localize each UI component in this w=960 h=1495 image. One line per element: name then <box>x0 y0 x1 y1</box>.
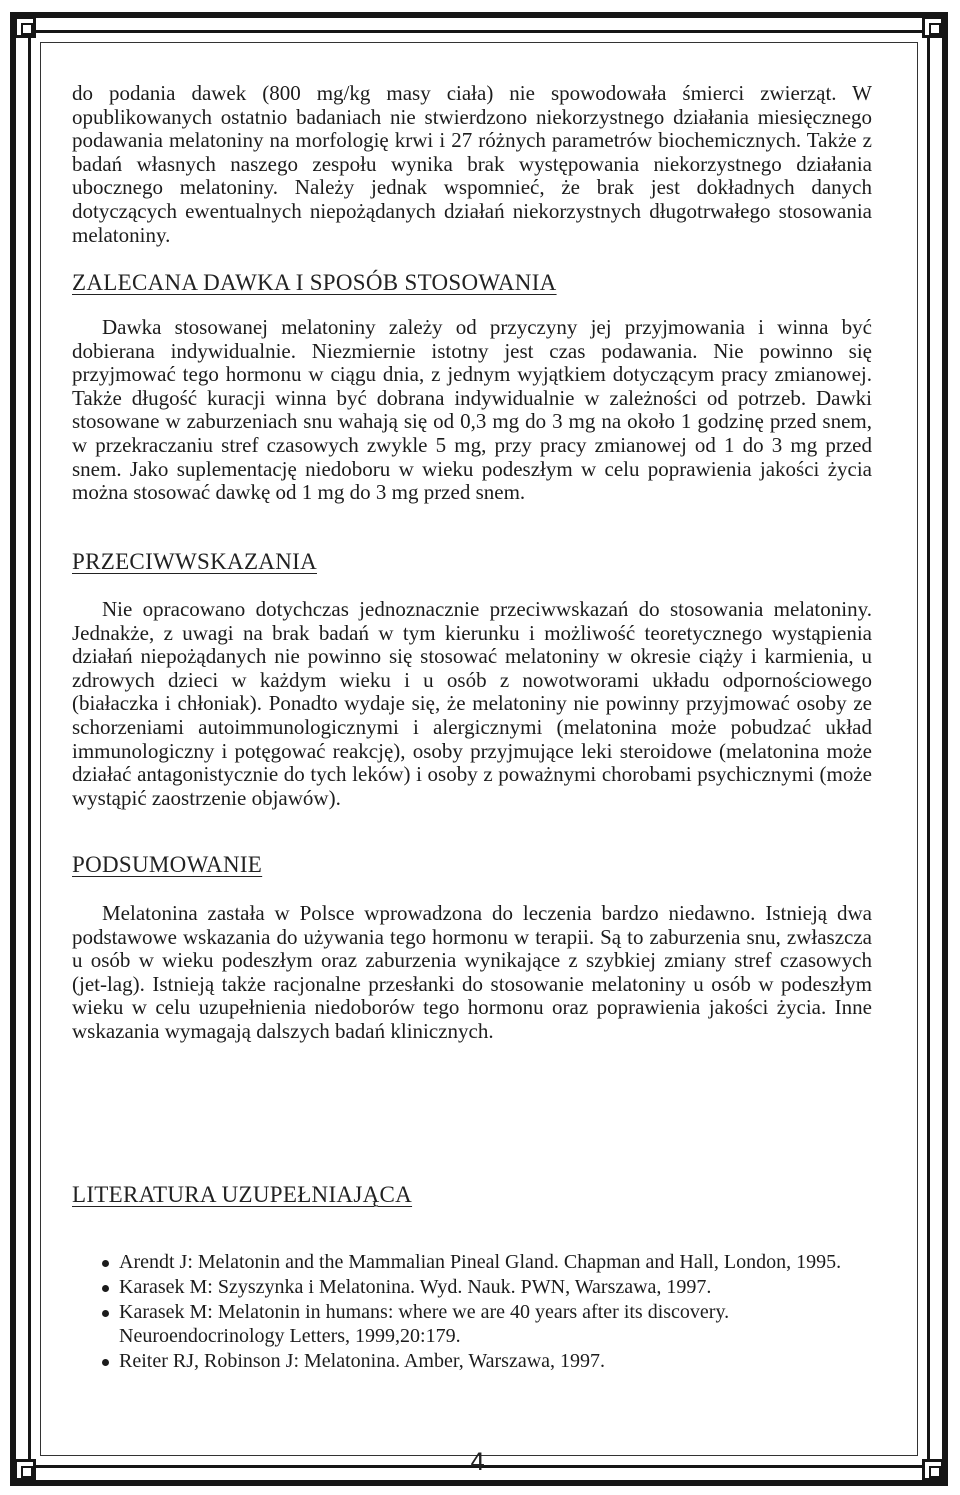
section-heading-dosage: ZALECANA DAWKA I SPOSÓB STOSOWANIA <box>72 270 557 295</box>
reference-item: Reiter RJ, Robinson J: Melatonina. Amber, Warszawa, 1997. <box>102 1349 872 1373</box>
corner-ornament-icon <box>14 1459 36 1481</box>
contraindications-paragraph: Nie opracowano dotychczas jednoznacznie przeciwwskazań do stosowania melatoniny. Jednakże, z uwagi na brak badań w tym kierunku i możliwość teoretycznego wystąpienia działań niepożądanych nie powinno się stosować melatoniny w okresie ciąży i karmienia, u zdrowych dzieci w każdym wieku i u osób z nowotworami układu odpornościowego (białaczka i chłoniak). Ponadto wydaje się, że melatoniny nie powinny przyjmować osoby ze schorzeniami autoimmunologicznymi i alergicznymi (melatonina może pobudzać układ immunologiczny i potęgować reakcję), osoby przyjmujące leki steroidowe (melatonina może działać antagonistycznie do tych leków) i osoby z poważnymi chorobami psychicznymi (może wystąpić zaostrzenie objawów). <box>72 597 872 810</box>
corner-ornament-icon <box>922 1459 944 1481</box>
intro-paragraph: do podania dawek (800 mg/kg masy ciała) nie spowodowała śmierci zwierząt. W opublikowanych ostatnio badaniach nie stwierdzono niekorzystnego działania miesięcznego podawania melatoniny na morfologię krwi i 27 różnych parametrów biochemicznych. Także z badań własnych naszego zespołu wynika brak występowania niekorzystnego działania ubocznego melatoniny. Należy jednak wspomnieć, że brak jest dokładnych danych dotyczących ewentualnych niepożądanych działań niekorzystnych długotrwałego stosowania melatoniny. <box>72 81 872 247</box>
corner-ornament-icon <box>922 16 944 38</box>
reference-item: Arendt J: Melatonin and the Mammalian Pineal Gland. Chapman and Hall, London, 1995. <box>102 1250 872 1274</box>
reference-item: Karasek M: Szyszynka i Melatonina. Wyd. Nauk. PWN, Warszawa, 1997. <box>102 1275 872 1299</box>
reference-item: Karasek M: Melatonin in humans: where we are 40 years after its discovery. Neuroendocrinology Letters, 1999,20:179. <box>102 1300 872 1348</box>
section-heading-contraindications: PRZECIWWSKAZANIA <box>72 549 317 574</box>
page-number: 4 <box>470 1448 486 1476</box>
section-heading-summary: PODSUMOWANIE <box>72 852 263 877</box>
reference-list <box>102 1250 872 1374</box>
dosage-paragraph: Dawka stosowanej melatoniny zależy od przyczyny jej przyjmowania i winna być dobierana indywidualnie. Niezmiernie istotny jest czas podawania. Nie powinno się przyjmować tego hormonu w ciągu dnia, z jednym wyjątkiem dotyczącym pracy zmianowej. Także długość kuracji winna być dobrana indywidualnie w zależności od potrzeb. Dawki stosowane w zaburzeniach snu wahają się od 0,3 mg do 3 mg na około 1 godzinę przed snem, w przekraczaniu stref czasowych zwykle 5 mg, przy pracy zmianowej od 1 do 3 mg przed snem. Jako suplementację niedoboru w wieku podeszłym w celu poprawienia jakości życia można stosować dawkę od 1 mg do 3 mg przed snem. <box>72 315 872 505</box>
section-heading-literature: LITERATURA UZUPEŁNIAJĄCA <box>72 1182 413 1207</box>
summary-paragraph: Melatonina zastała w Polsce wprowadzona do leczenia bardzo niedawno. Istnieją dwa podstawowe wskazania do używania tego hormonu w terapii. Są to zaburzenia snu, zwłaszcza u osób w wieku podeszłym oraz zaburzenia wynikające z szybkiej zmiany stref czasowych (jet-lag). Istnieją także racjonalne przesłanki do stosowanie melatoniny u osób w podeszłym wieku w celu uzupełnienia niedoborów tego hormonu oraz poprawienia jakości życia. Inne wskazania wymagają dalszych badań klinicznych. <box>72 901 872 1043</box>
corner-ornament-icon <box>14 16 36 38</box>
